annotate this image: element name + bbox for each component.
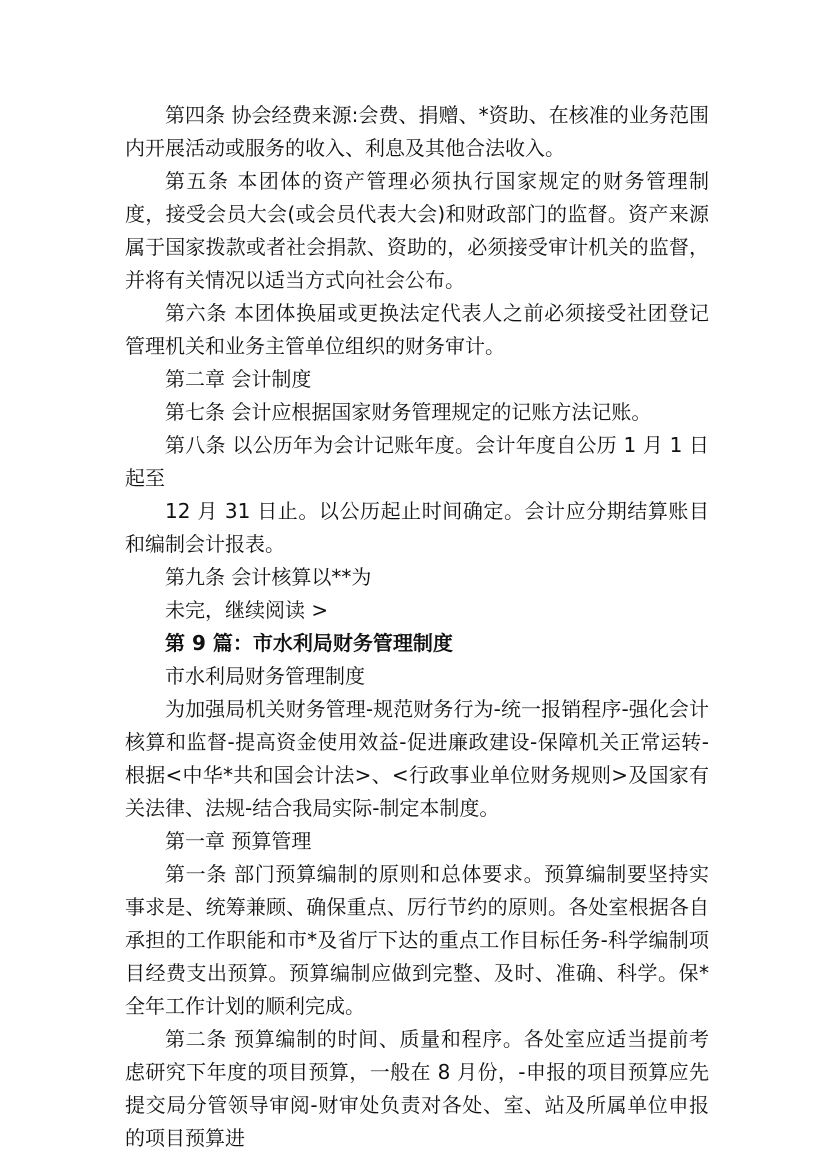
article-1: 第一条 部门预算编制的原则和总体要求。预算编制要坚持实事求是、统筹兼顾、确保重点、厉行节约的原则。各处室根据各自承担的工作职能和市*及省厅下达的重点工作目标任务-科学编制项目经费支出预算。预算编制应做到完整、及时、准确、科学。保*全年工作计划的顺利完成。 [125,862,709,1018]
article-6: 第六条 本团体换届或更换法定代表人之前必须接受社团登记管理机关和业务主管单位组织的财务审计。 [125,301,709,358]
chapter-2-heading: 第二章 会计制度 [165,367,312,391]
article-2: 第二条 预算编制的时间、质量和程序。各处室应适当提前考虑研究下年度的项目预算，一般在 8 月份，-申报的项目预算应先提交局分管领导审阅-财审处负责对各处、室、站及所属单位申报的项目预算进 [125,1027,709,1150]
article-5: 第五条 本团体的资产管理必须执行国家规定的财务管理制度，接受会员大会(或会员代表大会)和财政部门的监督。资产来源属于国家拨款或者社会捐款、资助的，必须接受审计机关的监督，并将有关情况以适当方式向社会公布。 [125,169,709,292]
preamble: 为加强局机关财务管理-规范财务行为-统一报销程序-强化会计核算和监督-提高资金使用效益-促进廉政建设-保障机关正常运转-根据<中华*共和国会计法>、<行政事业单位财务规则>及国家有关法律、法规-结合我局实际-制定本制度。 [125,697,709,820]
continue-reading-link[interactable]: 未完，继续阅读 > [165,598,329,622]
article-9: 第九条 会计核算以**为 [165,565,372,589]
article-8-continued: 12 月 31 日止。以公历起止时间确定。会计应分期结算账目和编制会计报表。 [125,499,709,556]
section-9-title: 第 9 篇：市水利局财务管理制度 [165,631,453,655]
article-7: 第七条 会计应根据国家财务管理规定的记账方法记账。 [165,400,652,424]
article-8: 第八条 以公历年为会计记账年度。会计年度自公历 1 月 1 日起至 [125,433,709,490]
chapter-1-heading: 第一章 预算管理 [165,829,312,853]
document-subtitle: 市水利局财务管理制度 [165,664,365,688]
document-page [125,99,709,1155]
article-4: 第四条 协会经费来源:会费、捐赠、*资助、在核准的业务范围内开展活动或服务的收入、利息及其他合法收入。 [125,103,709,160]
